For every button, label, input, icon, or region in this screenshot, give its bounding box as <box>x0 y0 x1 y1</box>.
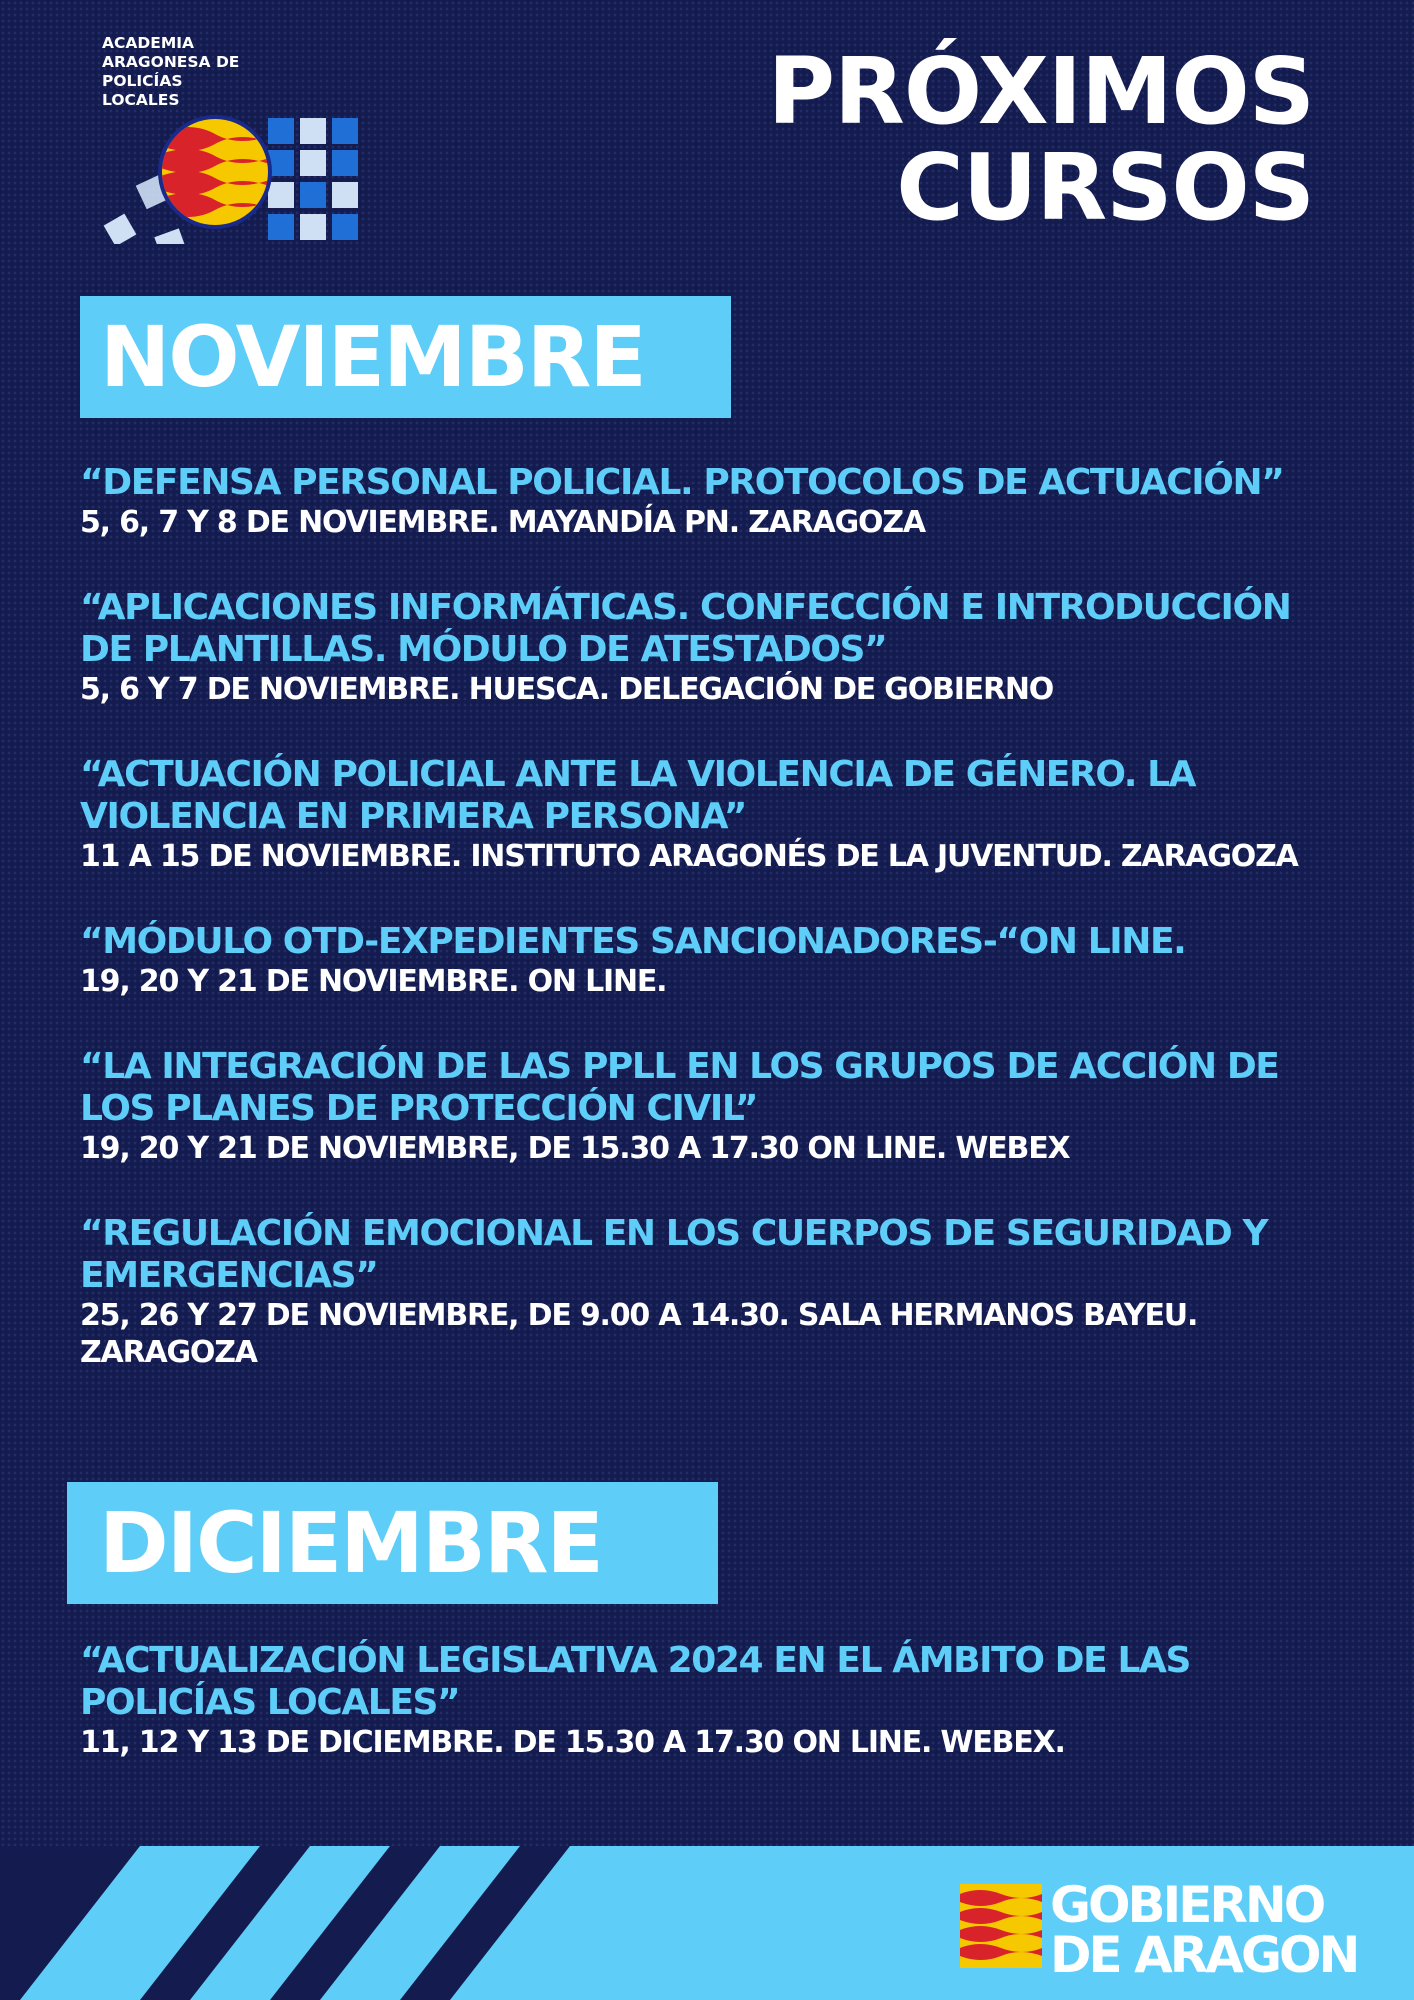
government-brand <box>1050 1876 1358 1984</box>
course-title: “MÓDULO OTD-EXPEDIENTES SANCIONADORES-“ON LINE. <box>80 921 1186 962</box>
course-title: “ACTUALIZACIÓN LEGISLATIVA 2024 EN EL ÁMBITO DE LAS POLICÍAS LOCALES” <box>80 1640 1190 1723</box>
logo-line-2: ARAGONESA DE <box>102 53 240 71</box>
academy-emblem-icon <box>100 104 370 244</box>
page-title-line-2: CURSOS <box>896 134 1314 241</box>
course-title: “REGULACIÓN EMOCIONAL EN LOS CUERPOS DE SEGURIDAD Y EMERGENCIAS” <box>80 1213 1268 1296</box>
course-detail: 19, 20 Y 21 DE NOVIEMBRE, DE 15.30 A 17.30 ON LINE. WEBEX <box>80 1131 1070 1166</box>
page-title <box>767 38 1314 241</box>
aragon-flag-icon <box>960 1884 1042 1968</box>
course-title: “ACTUACIÓN POLICIAL ANTE LA VIOLENCIA DE GÉNERO. LA VIOLENCIA EN PRIMERA PERSONA” <box>80 754 1196 837</box>
logo-line-3: POLICÍAS <box>102 72 183 90</box>
logo-line-1: ACADEMIA <box>102 34 195 52</box>
course-item <box>80 921 1350 1000</box>
course-detail: 5, 6, 7 Y 8 DE NOVIEMBRE. MAYANDÍA PN. ZARAGOZA <box>80 505 925 540</box>
academy-logo-text <box>102 34 239 110</box>
course-item <box>80 462 1350 541</box>
course-item <box>80 1046 1350 1167</box>
course-list-december <box>80 1640 1350 1761</box>
course-item <box>80 1213 1350 1371</box>
course-detail: 11 A 15 DE NOVIEMBRE. INSTITUTO ARAGONÉS DE LA JUVENTUD. ZARAGOZA <box>80 839 1298 874</box>
course-detail: 11, 12 Y 13 DE DICIEMBRE. DE 15.30 A 17.30 ON LINE. WEBEX. <box>80 1725 1065 1760</box>
course-title: “APLICACIONES INFORMÁTICAS. CONFECCIÓN E INTRODUCCIÓN DE PLANTILLAS. MÓDULO DE ATESTADOS” <box>80 587 1291 670</box>
course-detail: 5, 6 Y 7 DE NOVIEMBRE. HUESCA. DELEGACIÓN DE GOBIERNO <box>80 672 1054 707</box>
page-title-line-1: PRÓXIMOS <box>767 38 1314 145</box>
month-heading-december: DICIEMBRE <box>67 1482 718 1604</box>
course-detail: 25, 26 Y 27 DE NOVIEMBRE, DE 9.00 A 14.30. SALA HERMANOS BAYEU. ZARAGOZA <box>80 1298 1198 1370</box>
course-title: “LA INTEGRACIÓN DE LAS PPLL EN LOS GRUPOS DE ACCIÓN DE LOS PLANES DE PROTECCIÓN CIVIL” <box>80 1046 1279 1129</box>
course-title: “DEFENSA PERSONAL POLICIAL. PROTOCOLOS DE ACTUACIÓN” <box>80 462 1284 503</box>
course-item <box>80 1640 1350 1761</box>
month-heading-november: NOVIEMBRE <box>80 296 731 418</box>
academy-logo <box>100 34 370 244</box>
government-brand-line-1: GOBIERNO <box>1050 1876 1324 1934</box>
logo-line-4: LOCALES <box>102 91 180 109</box>
course-detail: 19, 20 Y 21 DE NOVIEMBRE. ON LINE. <box>80 964 667 999</box>
course-item <box>80 754 1350 875</box>
government-brand-line-2: DE ARAGON <box>1050 1926 1358 1984</box>
course-list-november <box>80 462 1350 1371</box>
course-item <box>80 587 1350 708</box>
